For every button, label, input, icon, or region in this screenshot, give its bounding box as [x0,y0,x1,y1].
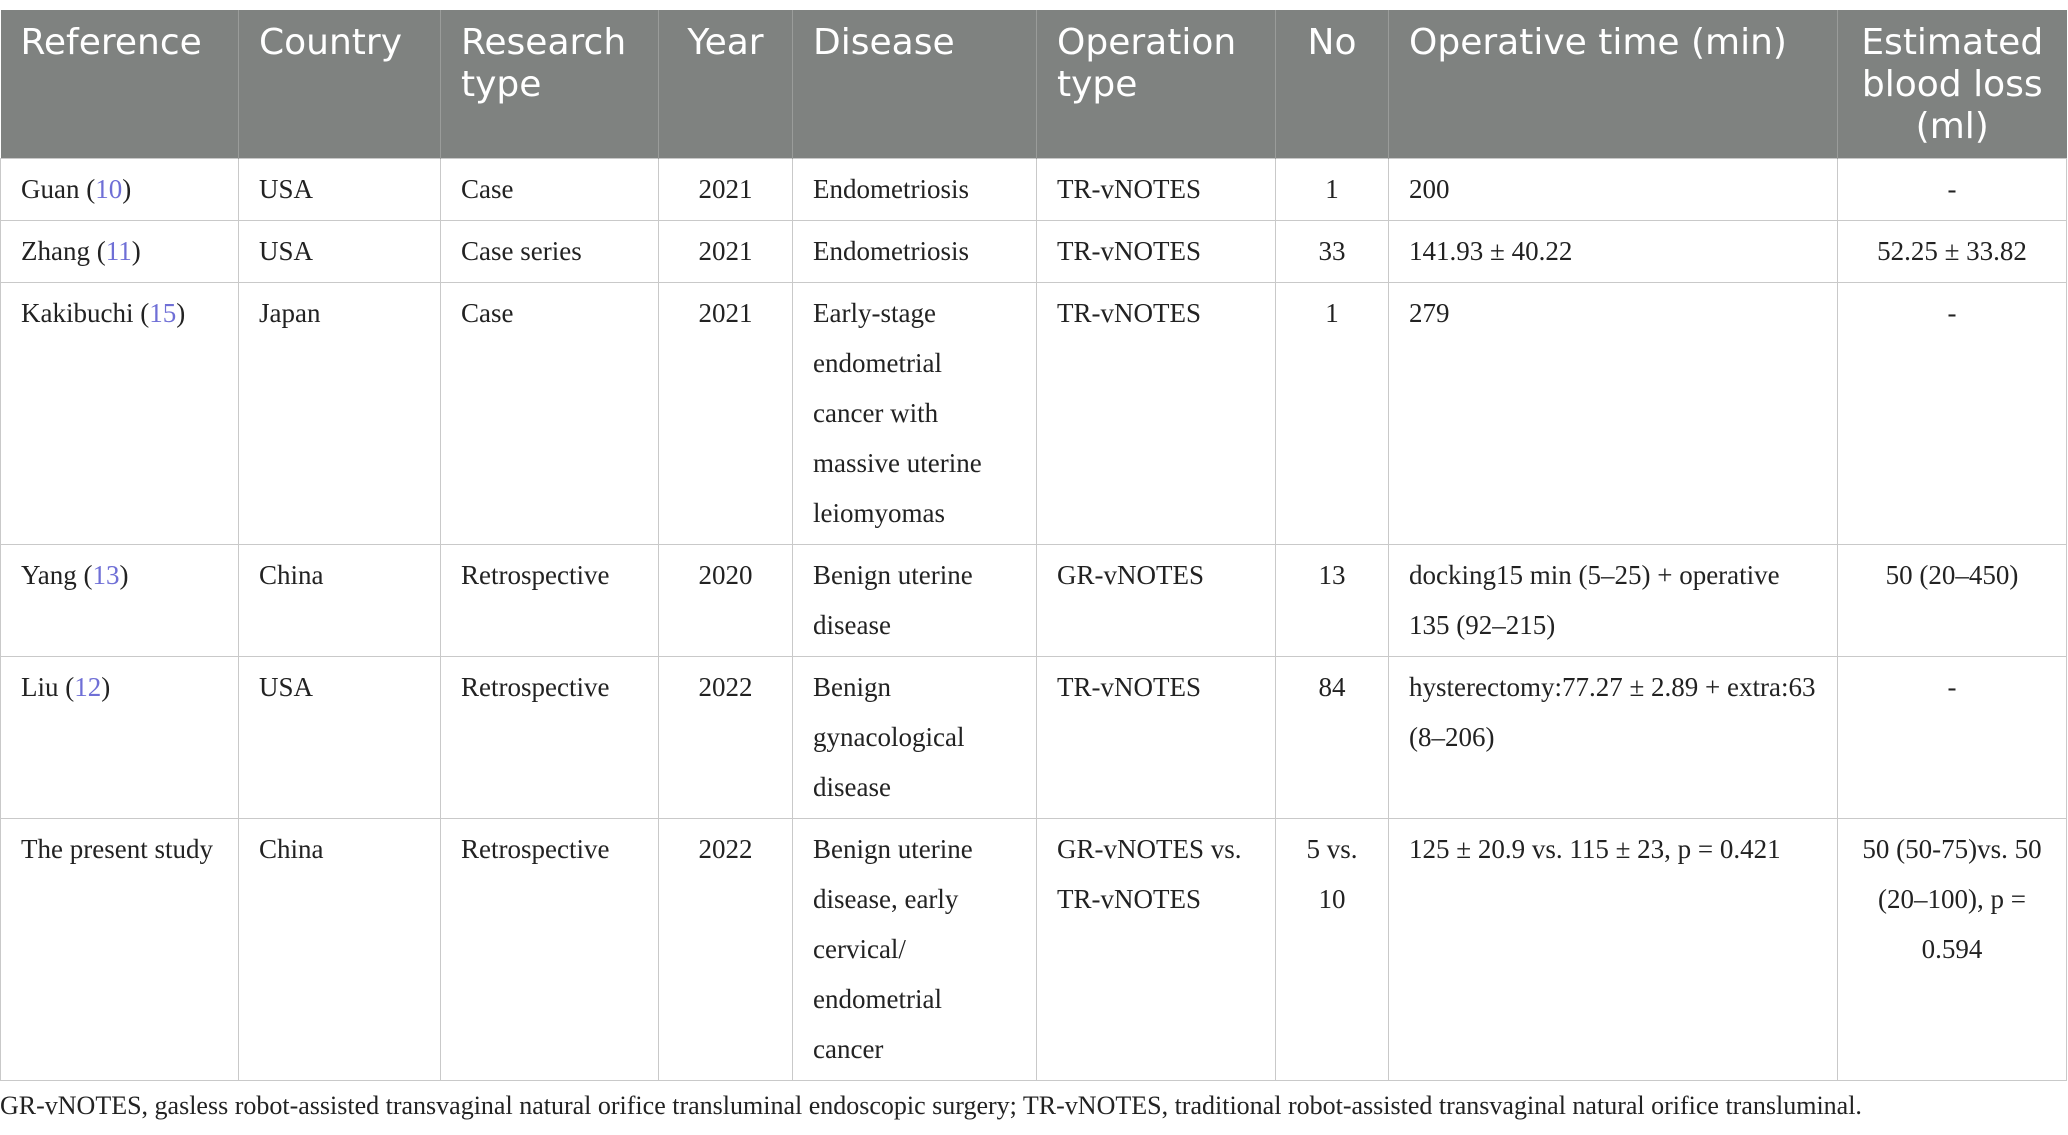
cell-blood-loss: 50 (20–450) [1838,545,2067,657]
header-operation-type: Operation type [1037,10,1276,159]
cell-no: 84 [1276,657,1389,819]
cell-research-type: Retrospective [441,657,659,819]
table-row [1,545,2067,657]
reference-name: The present study [21,834,213,864]
comparison-table-container [0,10,2066,1081]
cell-disease: Endometriosis [793,159,1037,221]
header-reference: Reference [1,10,239,159]
reference-close: ) [122,174,132,204]
cell-blood-loss: - [1838,159,2067,221]
cell-operative-time: hysterectomy:77.27 ± 2.89 + extra:63 (8–206) [1389,657,1838,819]
reference-link[interactable]: 13 [92,560,120,590]
cell-no: 13 [1276,545,1389,657]
cell-operation-type: GR-vNOTES vs. TR-vNOTES [1037,819,1276,1081]
reference-close: ) [119,560,129,590]
cell-operation-type: TR-vNOTES [1037,283,1276,545]
table-row [1,221,2067,283]
cell-reference [1,221,239,283]
cell-operative-time: 279 [1389,283,1838,545]
table-row [1,159,2067,221]
table-header-row [1,10,2067,159]
cell-country: China [239,545,441,657]
cell-no: 1 [1276,283,1389,545]
cell-no: 5 vs. 10 [1276,819,1389,1081]
table-footnote: GR-vNOTES, gasless robot-assisted transvaginal natural orifice transluminal endoscopic surgery; TR-vNOTES, traditional robot-assisted transvaginal natural orifice transluminal. [0,1091,1862,1120]
cell-no: 1 [1276,159,1389,221]
header-country: Country [239,10,441,159]
comparison-table [0,10,2067,1081]
table-row [1,819,2067,1081]
reference-name: Yang ( [21,560,93,590]
reference-close: ) [131,236,141,266]
cell-research-type: Retrospective [441,545,659,657]
cell-reference [1,819,239,1081]
cell-disease: Benign gynacological disease [793,657,1037,819]
cell-blood-loss: - [1838,657,2067,819]
cell-operative-time: 141.93 ± 40.22 [1389,221,1838,283]
cell-blood-loss: 50 (50-75)vs. 50 (20–100), p = 0.594 [1838,819,2067,1081]
cell-operation-type: TR-vNOTES [1037,657,1276,819]
header-research-type: Research type [441,10,659,159]
header-no: No [1276,10,1389,159]
cell-disease: Early-stage endometrial cancer with massive uterine leiomyomas [793,283,1037,545]
cell-operative-time: 200 [1389,159,1838,221]
cell-disease: Endometriosis [793,221,1037,283]
header-disease: Disease [793,10,1037,159]
cell-year: 2022 [659,819,793,1081]
cell-country: USA [239,221,441,283]
cell-reference [1,283,239,545]
cell-research-type: Case [441,283,659,545]
cell-year: 2021 [659,159,793,221]
reference-name: Kakibuchi ( [21,298,150,328]
reference-link[interactable]: 12 [74,672,102,702]
cell-disease: Benign uterine disease, early cervical/ endometrial cancer [793,819,1037,1081]
cell-reference [1,657,239,819]
cell-operative-time: 125 ± 20.9 vs. 115 ± 23, p = 0.421 [1389,819,1838,1081]
header-blood-loss: Estimated blood loss (ml) [1838,10,2067,159]
cell-country: USA [239,657,441,819]
cell-country: Japan [239,283,441,545]
cell-operation-type: TR-vNOTES [1037,221,1276,283]
cell-year: 2020 [659,545,793,657]
table-row [1,283,2067,545]
reference-name: Zhang ( [21,236,106,266]
reference-link[interactable]: 11 [105,236,132,266]
reference-link[interactable]: 10 [95,174,123,204]
header-operative-time: Operative time (min) [1389,10,1838,159]
header-year: Year [659,10,793,159]
cell-reference [1,545,239,657]
cell-year: 2022 [659,657,793,819]
reference-close: ) [101,672,111,702]
cell-operation-type: GR-vNOTES [1037,545,1276,657]
cell-operation-type: TR-vNOTES [1037,159,1276,221]
cell-blood-loss: 52.25 ± 33.82 [1838,221,2067,283]
cell-no: 33 [1276,221,1389,283]
reference-name: Guan ( [21,174,96,204]
reference-close: ) [176,298,186,328]
cell-operative-time: docking15 min (5–25) + operative 135 (92–215) [1389,545,1838,657]
cell-research-type: Case series [441,221,659,283]
cell-country: China [239,819,441,1081]
cell-disease: Benign uterine disease [793,545,1037,657]
table-row [1,657,2067,819]
reference-name: Liu ( [21,672,75,702]
cell-blood-loss: - [1838,283,2067,545]
cell-research-type: Retrospective [441,819,659,1081]
cell-reference [1,159,239,221]
reference-link[interactable]: 15 [149,298,177,328]
cell-year: 2021 [659,221,793,283]
cell-year: 2021 [659,283,793,545]
cell-research-type: Case [441,159,659,221]
cell-country: USA [239,159,441,221]
